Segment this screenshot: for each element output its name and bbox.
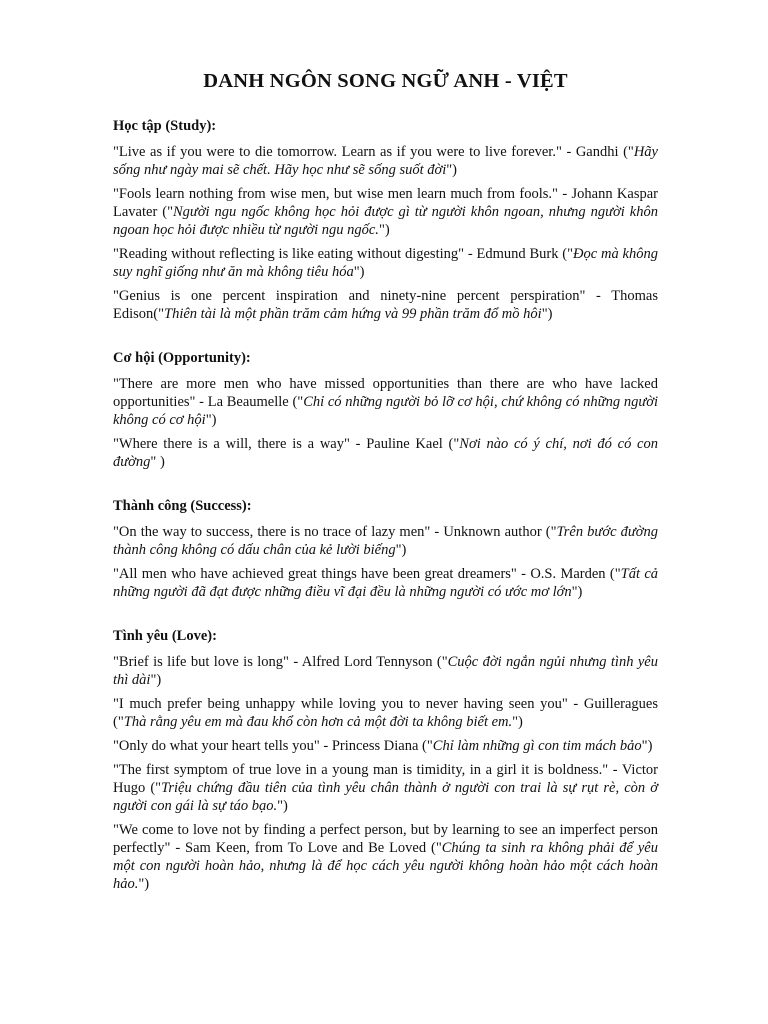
section-heading: Học tập (Study): bbox=[113, 118, 217, 134]
quote-item: "The first symptom of true love in a young man is timidity, in a girl it is boldness." - Victor Hugo ("Triệu chứng đầu tiên của tình yêu chân thành ở người con trai là sự rụt rè, còn ở người con gái là sự táo bạo.") bbox=[113, 762, 658, 814]
section-opportunity bbox=[113, 349, 658, 471]
quote-item: "Brief is life but love is long" - Alfred Lord Tennyson ("Cuộc đời ngắn ngủi nhưng tình yêu thì dài") bbox=[113, 654, 658, 688]
section-love bbox=[113, 627, 658, 893]
quote-item: "Only do what your heart tells you" - Princess Diana ("Chỉ làm những gì con tim mách bảo") bbox=[113, 738, 653, 754]
quote-item: "Live as if you were to die tomorrow. Learn as if you were to live forever." - Gandhi ("Hãy sống như ngày mai sẽ chết. Hãy học như sẽ sống suốt đời") bbox=[113, 144, 658, 178]
document-page bbox=[113, 70, 658, 899]
section-spacer bbox=[113, 329, 658, 349]
quote-item: "There are more men who have missed opportunities than there are who have lacked opportunities" - La Beaumelle ("Chỉ có những người bỏ lỡ cơ hội, chứ không có những người không có cơ hội") bbox=[113, 376, 658, 428]
quote-item: "We come to love not by finding a perfect person, but by learning to see an imperfect person perfectly" - Sam Keen, from To Love and Be Loved ("Chúng ta sinh ra không phải để yêu một con người hoàn hảo, nhưng là để học cách yêu người không hoàn hảo một cách hoàn hảo.") bbox=[113, 822, 658, 892]
section-study bbox=[113, 117, 658, 323]
section-heading: Cơ hội (Opportunity): bbox=[113, 350, 251, 366]
quote-item: "All men who have achieved great things have been great dreamers" - O.S. Marden ("Tất cả những người đã đạt được những điều vĩ đại đều là những người có ước mơ lớn") bbox=[113, 566, 659, 600]
quote-item: "Where there is a will, there is a way" - Pauline Kael ("Nơi nào có ý chí, nơi đó có con đường" ) bbox=[113, 436, 658, 470]
document-title: DANH NGÔN SONG NGỮ ANH - VIỆT bbox=[203, 70, 568, 92]
section-heading: Thành công (Success): bbox=[113, 498, 252, 514]
quote-item: "Reading without reflecting is like eating without digesting" - Edmund Burk ("Đọc mà không suy nghĩ giống như ăn mà không tiêu hóa") bbox=[113, 246, 658, 280]
section-spacer bbox=[113, 477, 658, 497]
quote-item: "I much prefer being unhappy while loving you to never having seen you" - Guilleragues ("Thà rằng yêu em mà đau khổ còn hơn cả một đời ta không biết em.") bbox=[113, 696, 658, 730]
quote-item: "On the way to success, there is no trace of lazy men" - Unknown author ("Trên bước đường thành công không có dấu chân của kẻ lười biếng") bbox=[113, 524, 659, 558]
quote-item: "Genius is one percent inspiration and ninety-nine percent perspiration" - Thomas Edison("Thiên tài là một phần trăm cảm hứng và 99 phần trăm đổ mồ hôi") bbox=[113, 288, 658, 322]
quote-item: "Fools learn nothing from wise men, but wise men learn much from fools." - Johann Kaspar Lavater ("Người ngu ngốc không học hỏi được gì từ người khôn ngoan, nhưng người khôn ngoan học hỏi được nhiều từ người ngu ngốc.") bbox=[113, 186, 658, 238]
section-spacer bbox=[113, 607, 658, 627]
section-heading: Tình yêu (Love): bbox=[113, 628, 217, 644]
section-success bbox=[113, 497, 658, 601]
